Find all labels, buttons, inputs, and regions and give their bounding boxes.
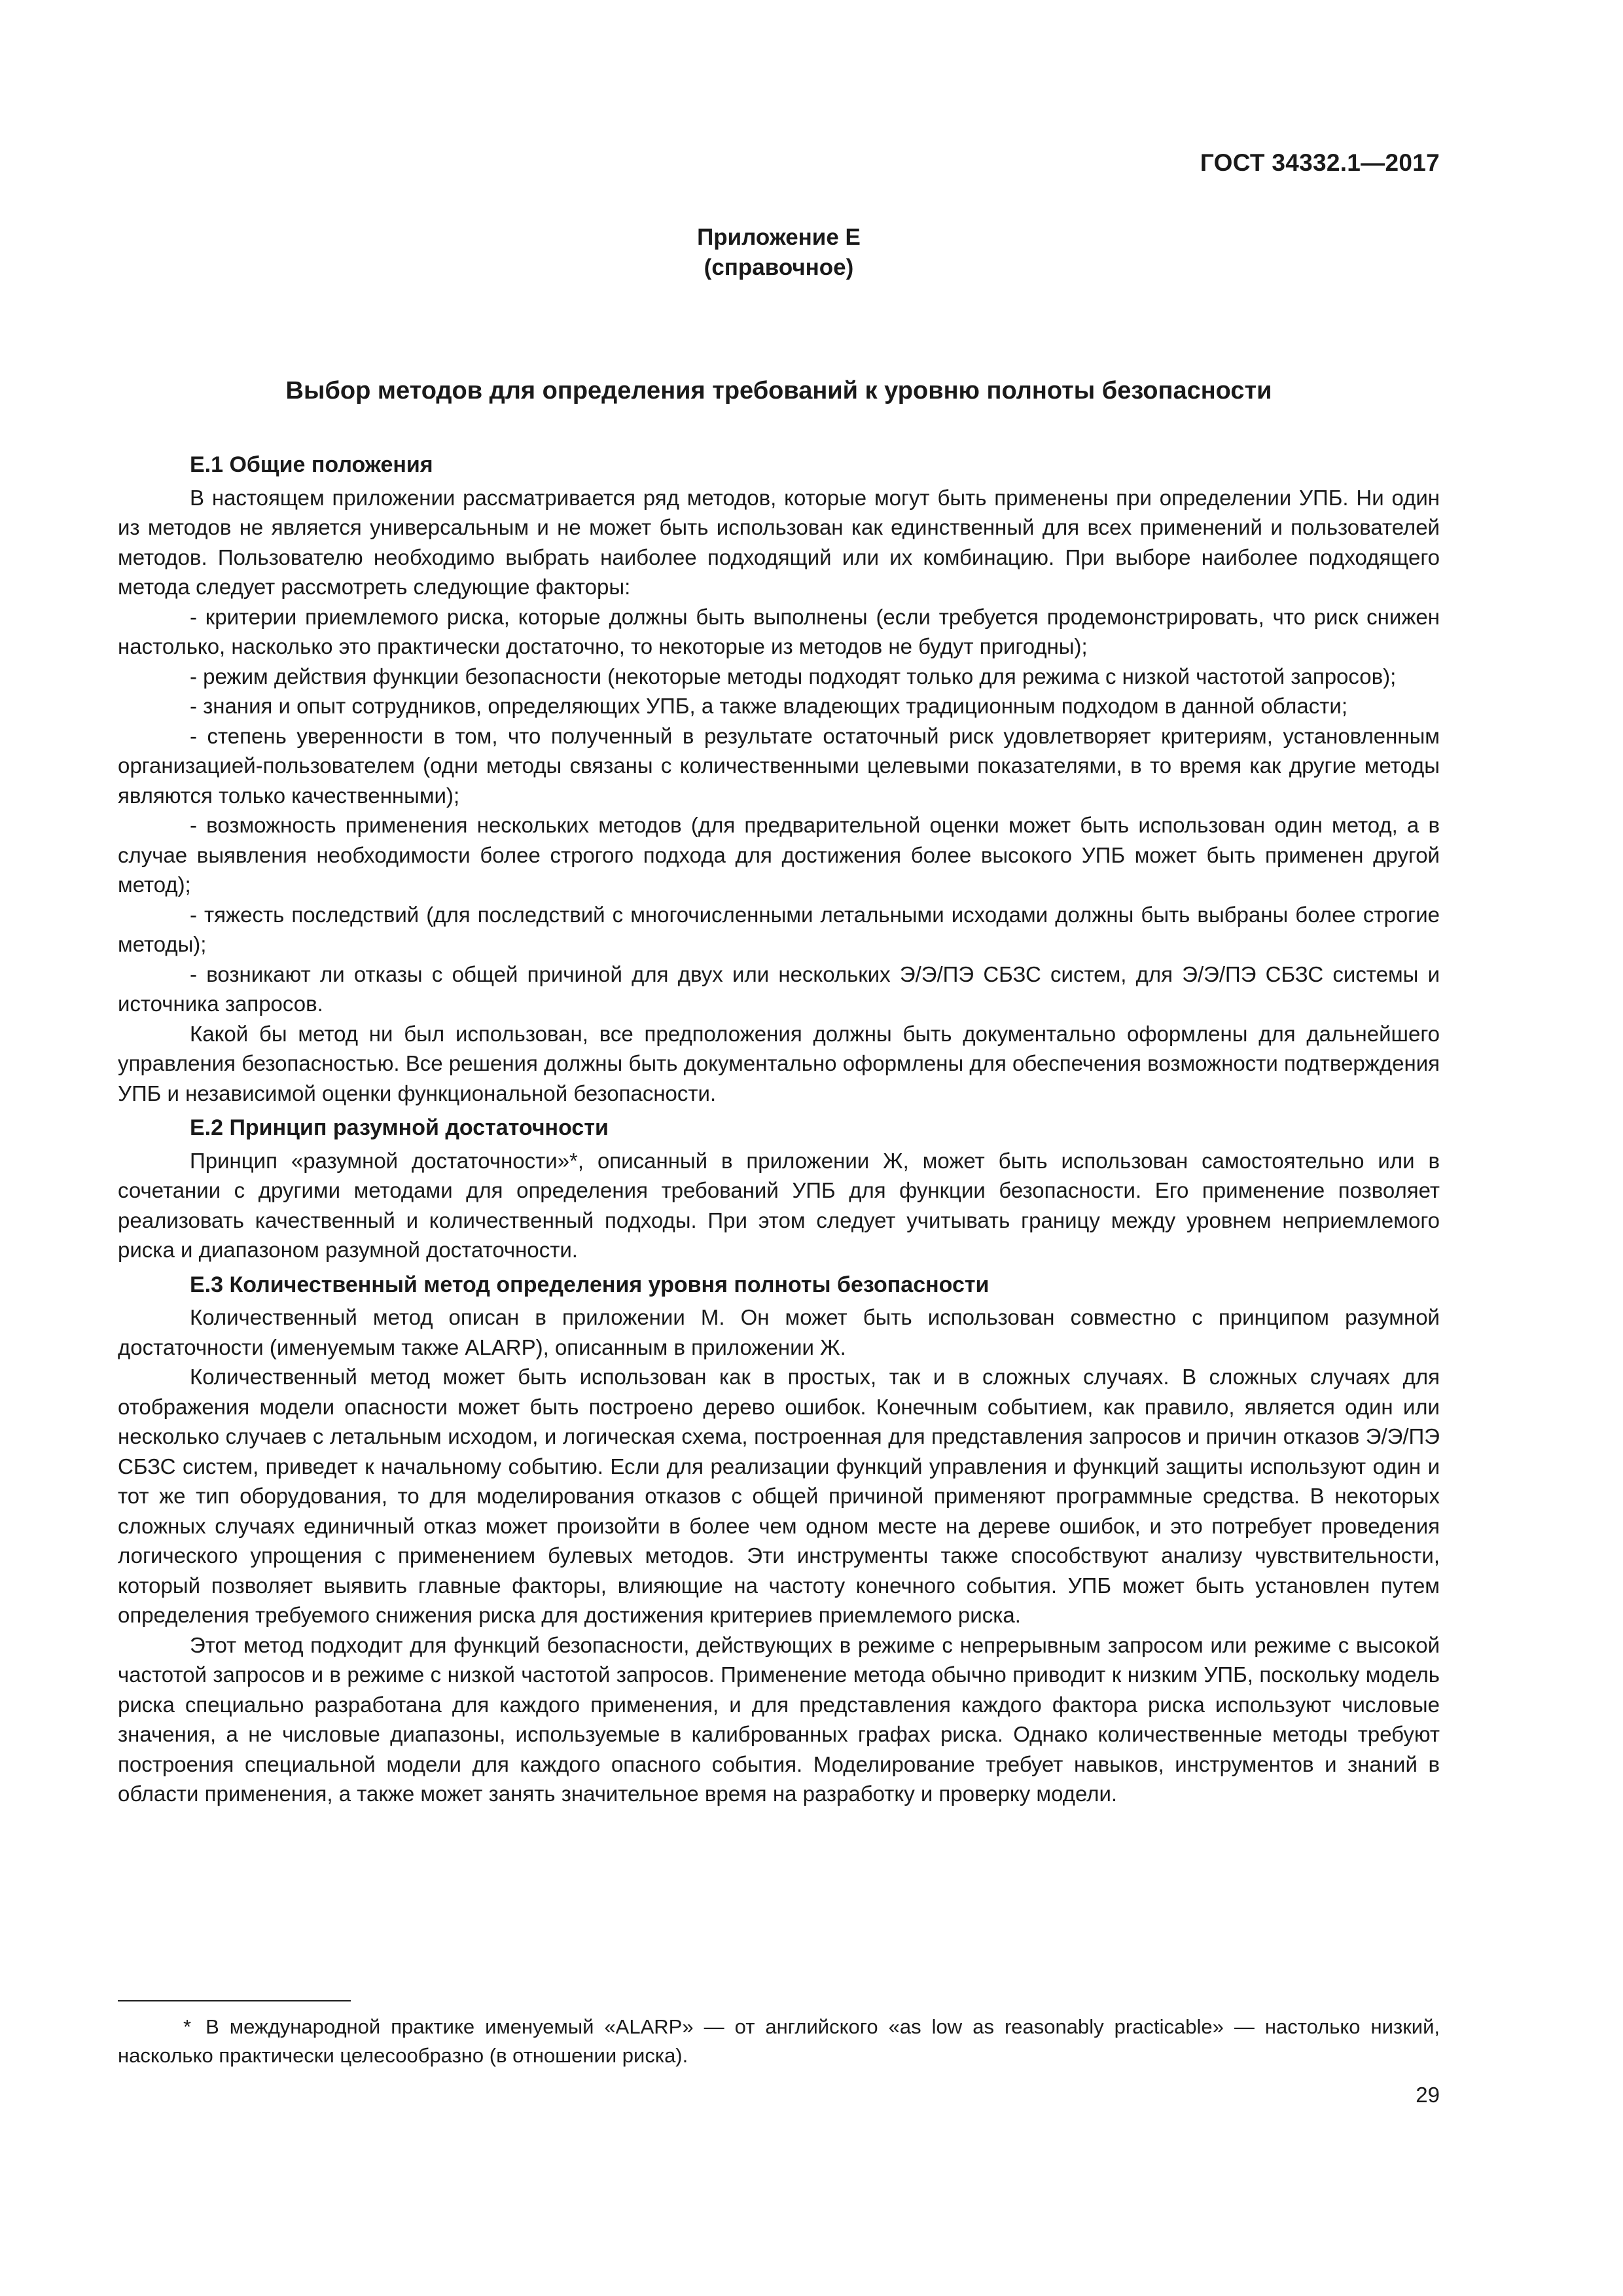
list-item: - степень уверенности в том, что полученный в результате остаточный риск удовлетворяет критериям, установленным организацией-пользователем (одни методы связаны с количественными целевыми показателями, в то время как другие методы являются только качественными); <box>118 723 1440 808</box>
paragraph: Количественный метод описан в приложении М. Он может быть использован совместно с принципом разумной достаточности (именуемым также ALARP), описанным в приложении Ж. <box>118 1305 1440 1359</box>
paragraph: Этот метод подходит для функций безопасности, действующих в режиме с непрерывным запросом или режиме с высокой частотой запросов и в режиме с низкой частотой запросов. Применение метода обычно приводит к низким УПБ, поскольку модель риска специально разработана для каждого применения, и для представления каждого фактора риска используют числовые значения, а не числовые диапазоны, используемые в калиброванных графах риска. Однако количественные методы требуют построения специальной модели для каждого опасного события. Моделирование требует навыков, инструментов и знаний в области применения, а также может занять значительное время на разработку и проверку модели. <box>118 1632 1440 1806</box>
paragraph: В настоящем приложении рассматривается ряд методов, которые могут быть применены при определении УПБ. Ни один из методов не является универсальным и не может быть использован как единственный для всех применений и пользователей методов. Пользователю необходимо выбрать наиболее подходящий или их комбинацию. При выборе наиболее подходящего метода следует рассмотреть следующие факторы: <box>118 485 1440 599</box>
page-title: Выбор методов для определения требований к уровню полноты безопасности <box>285 377 1272 404</box>
document-code: ГОСТ 34332.1—2017 <box>1200 149 1440 176</box>
list-item: - тяжесть последствий (для последствий с многочисленными летальными исходами должны быть выбраны более строгие методы); <box>118 902 1440 956</box>
footnote <box>118 2013 1440 2070</box>
list-item: - режим действия функции безопасности (некоторые методы подходят только для режима с низкой частотой запросов); <box>190 664 1397 689</box>
appendix-header <box>118 223 1440 283</box>
section-heading-e3: Е.3 Количественный метод определения уровня полноты безопасности <box>190 1272 990 1297</box>
section-heading-e1: Е.1 Общие положения <box>190 452 433 477</box>
footnote-mark: * <box>183 2015 192 2038</box>
list-item: - знания и опыт сотрудников, определяющих УПБ, а также владеющих традиционным подходом в данной области; <box>190 694 1347 718</box>
paragraph: Количественный метод может быть использован как в простых, так и в сложных случаях. В сложных случаях для отображения модели опасности может быть построено дерево ошибок. Конечным событием, как правило, является один или несколько случаев с летальным исходом, и логическая схема, построенная для представления запросов и причин отказов Э/Э/ПЭ СБЗС систем, приведет к начальному событию. Если для реализации функций управления и функций защиты используют один и тот же тип оборудования, то для моделирования отказов с общей причиной применяют программные средства. В некоторых сложных случаях единичный отказ может произойти в более чем одном месте на дереве ошибок, и это потребует проведения логического упрощения с применением булевых методов. Эти инструменты также способствуют анализу чувствительности, который позволяет выявить главные факторы, влияющие на частоту конечного события. УПБ может быть установлен путем определения требуемого снижения риска для достижения критериев приемлемого риска. <box>118 1365 1440 1627</box>
section-heading-e2: Е.2 Принцип разумной достаточности <box>190 1115 609 1140</box>
appendix-label: Приложение Е <box>697 224 861 250</box>
list-item: - критерии приемлемого риска, которые должны быть выполнены (если требуется продемонстрировать, что риск снижен настолько, насколько это практически достаточно, то некоторые из методов не будут пригодны); <box>118 604 1440 658</box>
footnote-separator <box>118 2000 351 2001</box>
document-body <box>118 450 1440 1809</box>
page-number: 29 <box>1416 2083 1440 2107</box>
footnote-text: В международной практике именуемый «ALARP» — от английского «as low as reasonably practicable» — настолько низкий, насколько практически целесообразно (в отношении риска). <box>118 2015 1440 2067</box>
appendix-status: (справочное) <box>704 255 854 280</box>
paragraph: Какой бы метод ни был использован, все предположения должны быть документально оформлены для дальнейшего управления безопасностью. Все решения должны быть документально оформлены для обеспечения возможности подтверждения УПБ и независимой оценки функциональной безопасности. <box>118 1021 1440 1105</box>
list-item: - возникают ли отказы с общей причиной для двух или нескольких Э/Э/ПЭ СБЗС систем, для Э/Э/ПЭ СБЗС системы и источника запросов. <box>118 961 1440 1016</box>
list-item: - возможность применения нескольких методов (для предварительной оценки может быть использован один метод, а в случае выявления необходимости более строгого подхода для достижения более высокого УПБ может быть применен другой метод); <box>118 813 1440 897</box>
paragraph: Принцип «разумной достаточности»*, описанный в приложении Ж, может быть использован самостоятельно или в сочетании с другими методами для определения требований УПБ для функции безопасности. Его применение позволяет реализовать качественный и количественный подходы. При этом следует учитывать границу между уровнем неприемлемого риска и диапазоном разумной достаточности. <box>118 1148 1440 1262</box>
